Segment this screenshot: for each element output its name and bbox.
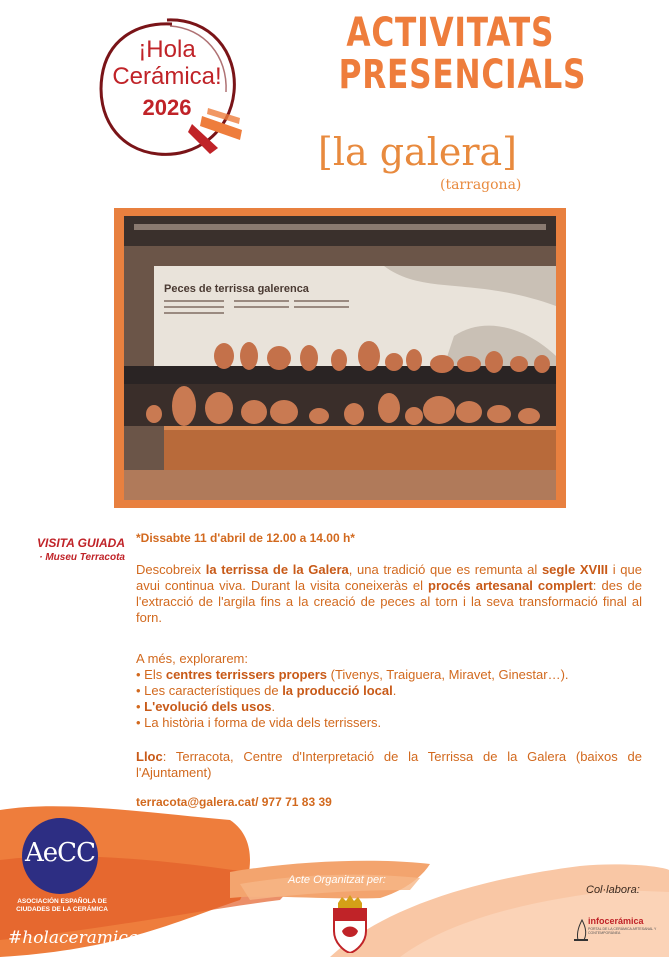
list-item (136, 715, 642, 731)
item-bold: la producció local (282, 683, 393, 698)
location (136, 749, 642, 781)
desc-bold: procés artesanal complert (428, 578, 593, 593)
desc-bold: segle XVIII (541, 562, 609, 577)
location-text: : Terracota, Centre d'Interpretació de la Terrissa de la Galera (baixos de l'Ajuntament) (136, 749, 642, 780)
description (136, 562, 642, 626)
infoceramica-tagline: PORTAL DE LA CERÁMICA ARTESANAL Y CONTEMPORÁNEA (588, 927, 657, 935)
item-text: • La història i forma de vida dels terrissers. (136, 715, 382, 730)
logo-text (100, 36, 234, 90)
visit-title: VISITA GUIADA (36, 536, 125, 550)
infoceramica-brand: infocerámica (588, 916, 644, 926)
item-post: . (271, 699, 276, 714)
desc-part: , una tradició que es remunta al (348, 562, 542, 577)
aecc-logo-text: AeCC (25, 838, 95, 868)
logo-line2: Cerámica! (112, 63, 222, 90)
item-bold: L'evolució dels usos (144, 699, 272, 714)
desc-part: i que avui continua viva. Durant la visita coneixeràs el (136, 562, 642, 593)
desc-bold: la terrissa de la Galera (205, 562, 349, 577)
desc-part: : des de l'extracció de l'argila fins a la creació de peces al torn i la seva transformació final al forn. (136, 578, 642, 625)
place-region: (tarragona) (440, 177, 522, 193)
list-item (136, 699, 642, 715)
logo-year: 2026 (142, 95, 192, 120)
visit-date: *Dissabte 11 d'abril de 12.00 a 14.00 h* (136, 531, 355, 545)
title-line2: PRESENCIALS (338, 52, 587, 98)
contact-link[interactable]: terracota@galera.cat/ 977 71 83 39 (136, 795, 332, 809)
association-line1: ASOCIACIÓN ESPAÑOLA DE (17, 898, 107, 905)
place-name: [la galera] (318, 130, 517, 174)
town-crest-icon (330, 895, 370, 953)
hashtag: #holaceramica (8, 928, 139, 948)
association-line2: CIUDADES DE LA CERÁMICA (16, 906, 108, 913)
museum-photo (124, 216, 556, 500)
collaborates-label: Col·labora: (586, 884, 640, 896)
visit-subtitle: · Museu Terracota (39, 552, 125, 563)
item-post: . (392, 683, 397, 698)
explore-list (136, 667, 642, 731)
item-bold: centres terrissers propers (165, 667, 327, 682)
item-pre: • (136, 699, 145, 714)
title-line1: ACTIVITATS (346, 10, 555, 56)
item-pre: • Els (136, 667, 166, 682)
item-post: (Tivenys, Traiguera, Miravet, Ginestar…). (327, 667, 569, 682)
photo-panel-title: Peces de terrissa galerenca (164, 283, 309, 295)
explore-intro: A més, explorarem: (136, 651, 248, 666)
location-label: Lloc (136, 749, 163, 764)
item-pre: • Les característiques de (136, 683, 283, 698)
list-item (136, 683, 642, 699)
association-name (6, 898, 118, 914)
list-item (136, 667, 642, 683)
organized-by-label: Acte Organitzat per: (288, 874, 386, 886)
logo-line1: ¡Hola (138, 36, 196, 63)
desc-part: Descobreix (136, 562, 206, 577)
